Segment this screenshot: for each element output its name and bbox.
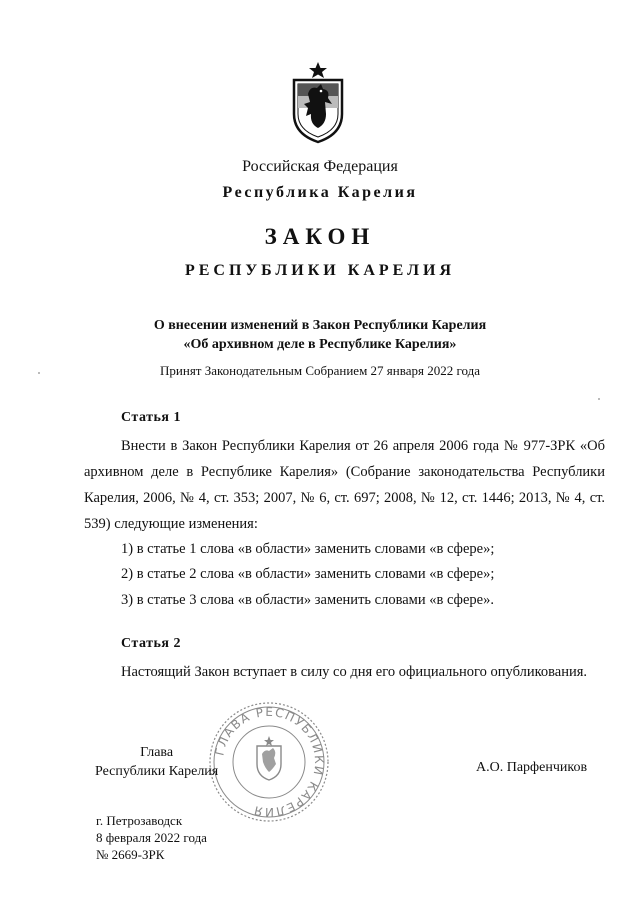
signatory-title-line-2: Республики Карелия [95, 764, 219, 779]
issue-city: г. Петрозаводск [96, 813, 183, 828]
country-name: Российская Федерация [242, 158, 398, 175]
document-type-subtitle: РЕСПУБЛИКИ КАРЕЛИЯ [184, 262, 456, 279]
article-2-heading: Статья 2 [121, 636, 181, 651]
signatory-title [95, 743, 218, 781]
adoption-note: Принят Законодательным Собранием 27 января 2022 года [160, 363, 480, 378]
seal-text: ГЛАВА РЕСПУБЛИКИ КАРЕЛИЯ [212, 704, 327, 820]
article-1-item-1: 1) в статье 1 слова «в области» заменить словами «в сфере»; [121, 541, 495, 557]
document-footer [96, 812, 207, 863]
signatory-name: А.О. Парфенчиков [476, 760, 588, 775]
republic-name: Республика Карелия [222, 184, 418, 201]
article-1-text: Внести в Закон Республики Карелия от 26 апреля 2006 года № 977-ЗРК «Об архивном деле в Республике Карелия» (Собрание законодательства Республики Карелия, 2006, № 4, ст. 353; 2007, № 6, ст. 697; 2008, № 12, ст. 1446; 2013, № 4, ст. 539) следующие изменения: [84, 438, 605, 532]
document-subject [0, 316, 640, 354]
article-2-text: Настоящий Закон вступает в силу со дня его официального опубликования. [121, 664, 588, 680]
subject-line-1: О внесении изменений в Закон Республики Карелия [153, 318, 487, 333]
document-type: ЗАКОН [264, 224, 376, 249]
coat-of-arms-emblem [290, 60, 346, 144]
signatory-title-line-1: Глава [140, 745, 174, 760]
issue-date: 8 февраля 2022 года [96, 830, 207, 845]
article-1-item-3: 3) в статье 3 слова «в области» заменить словами «в сфере». [121, 592, 494, 608]
law-number: № 2669-ЗРК [96, 847, 165, 862]
article-1-item-2: 2) в статье 2 слова «в области» заменить словами «в сфере»; [121, 566, 495, 582]
official-seal [207, 700, 331, 824]
article-1-heading: Статья 1 [121, 410, 181, 425]
subject-line-2: «Об архивном деле в Республике Карелия» [183, 337, 457, 352]
scan-speck [38, 372, 40, 374]
scan-speck [598, 398, 600, 400]
